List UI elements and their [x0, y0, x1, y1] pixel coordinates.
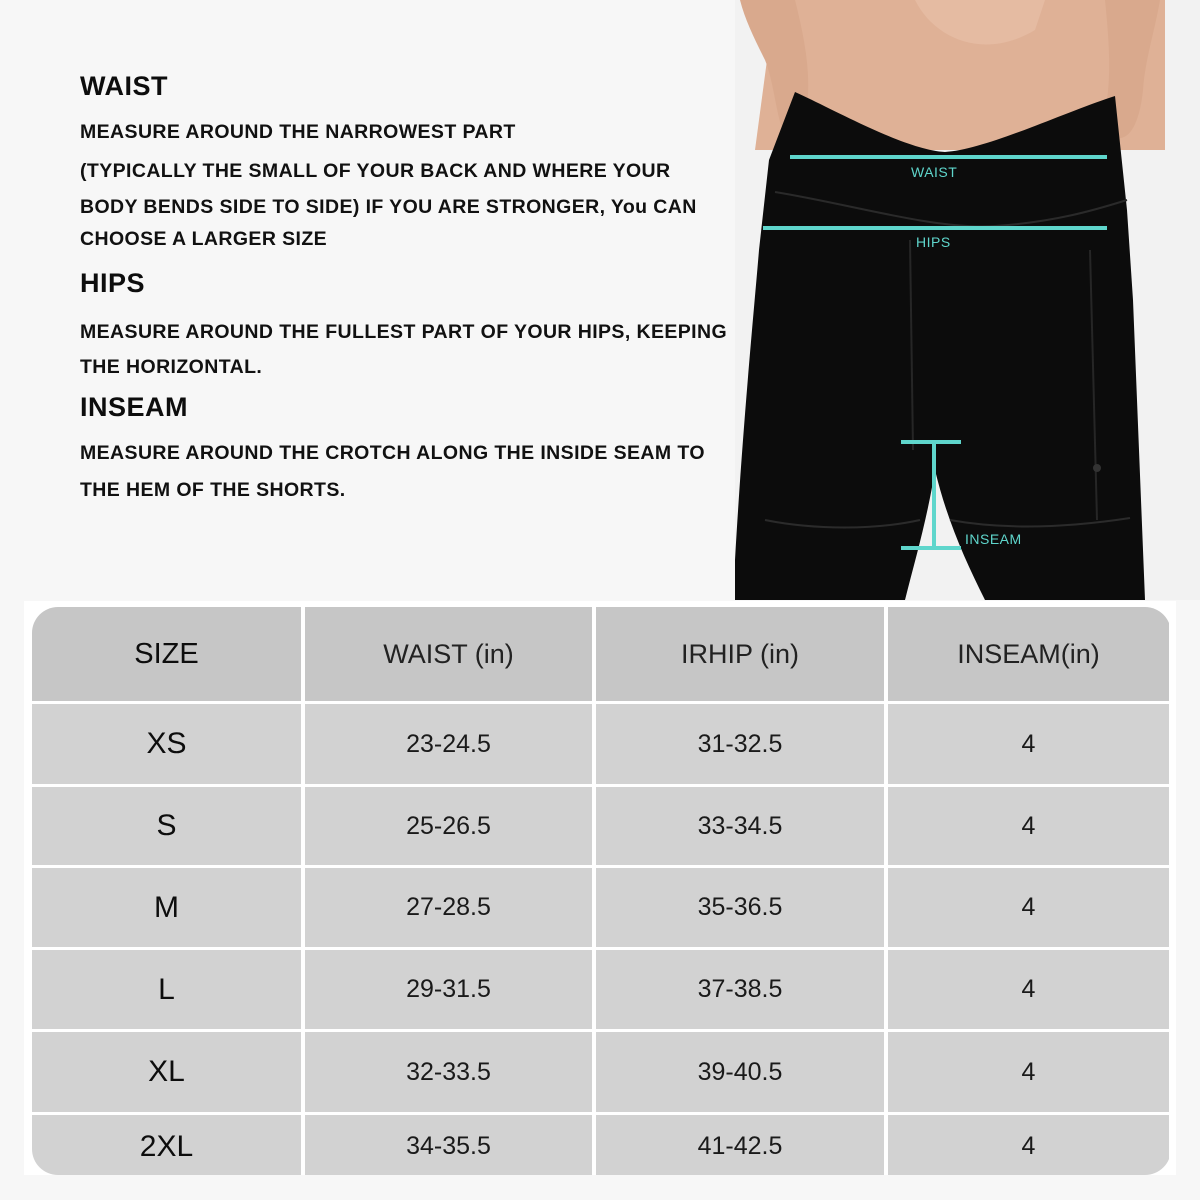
waist-value: 25-26.5	[305, 787, 592, 865]
waist-photo-label: WAIST	[911, 164, 958, 180]
waist-text-line: CHOOSE A LARGER SIZE	[80, 228, 328, 250]
waist-value: 29-31.5	[305, 950, 592, 1029]
pocket-logo	[1093, 464, 1101, 472]
size-label: L	[32, 950, 301, 1029]
size-label: XS	[32, 704, 301, 784]
hip-value: 33-34.5	[596, 787, 884, 865]
size-label: XL	[32, 1032, 301, 1112]
inseam-value: 4	[888, 868, 1169, 947]
hip-value: 37-38.5	[596, 950, 884, 1029]
inseam-value: 4	[888, 704, 1169, 784]
inseam-text-line: THE HEM OF THE SHORTS.	[80, 479, 346, 501]
hip-value: 31-32.5	[596, 704, 884, 784]
size-table	[32, 607, 1171, 1175]
hip-value: 41-42.5	[596, 1115, 884, 1175]
header-inseam: INSEAM(in)	[888, 607, 1169, 701]
inseam-value: 4	[888, 1032, 1169, 1112]
waist-value: 27-28.5	[305, 868, 592, 947]
hips-heading: HIPS	[80, 268, 146, 298]
inseam-value: 4	[888, 1115, 1169, 1175]
waist-text-line: BODY BENDS SIDE TO SIDE) IF YOU ARE STRONGER, You CAN	[80, 196, 697, 218]
hip-value: 35-36.5	[596, 868, 884, 947]
inseam-photo-label: INSEAM	[965, 531, 1022, 547]
header-waist: WAIST (in)	[305, 607, 592, 701]
size-label: 2XL	[32, 1115, 301, 1175]
hip-value: 39-40.5	[596, 1032, 884, 1112]
waist-heading: WAIST	[80, 71, 168, 101]
inseam-value: 4	[888, 950, 1169, 1029]
header-hip: IRHIP (in)	[596, 607, 884, 701]
waist-value: 32-33.5	[305, 1032, 592, 1112]
inseam-heading: INSEAM	[80, 392, 189, 422]
inseam-value: 4	[888, 787, 1169, 865]
size-label: M	[32, 868, 301, 947]
waist-value: 34-35.5	[305, 1115, 592, 1175]
header-size: SIZE	[32, 607, 301, 701]
hips-text-line: THE HORIZONTAL.	[80, 356, 263, 378]
waist-value: 23-24.5	[305, 704, 592, 784]
size-chart	[24, 601, 1176, 1175]
hips-text-line: MEASURE AROUND THE FULLEST PART OF YOUR HIPS, KEEPING	[80, 321, 728, 343]
inseam-text-line: MEASURE AROUND THE CROTCH ALONG THE INSIDE SEAM TO	[80, 442, 705, 464]
shorts-illustration	[735, 0, 1200, 600]
product-photo	[735, 0, 1200, 600]
size-label: S	[32, 787, 301, 865]
waist-text-line: MEASURE AROUND THE NARROWEST PART	[80, 121, 516, 143]
hips-photo-label: HIPS	[916, 234, 951, 250]
waist-text-line: (TYPICALLY THE SMALL OF YOUR BACK AND WHERE YOUR	[80, 160, 671, 182]
